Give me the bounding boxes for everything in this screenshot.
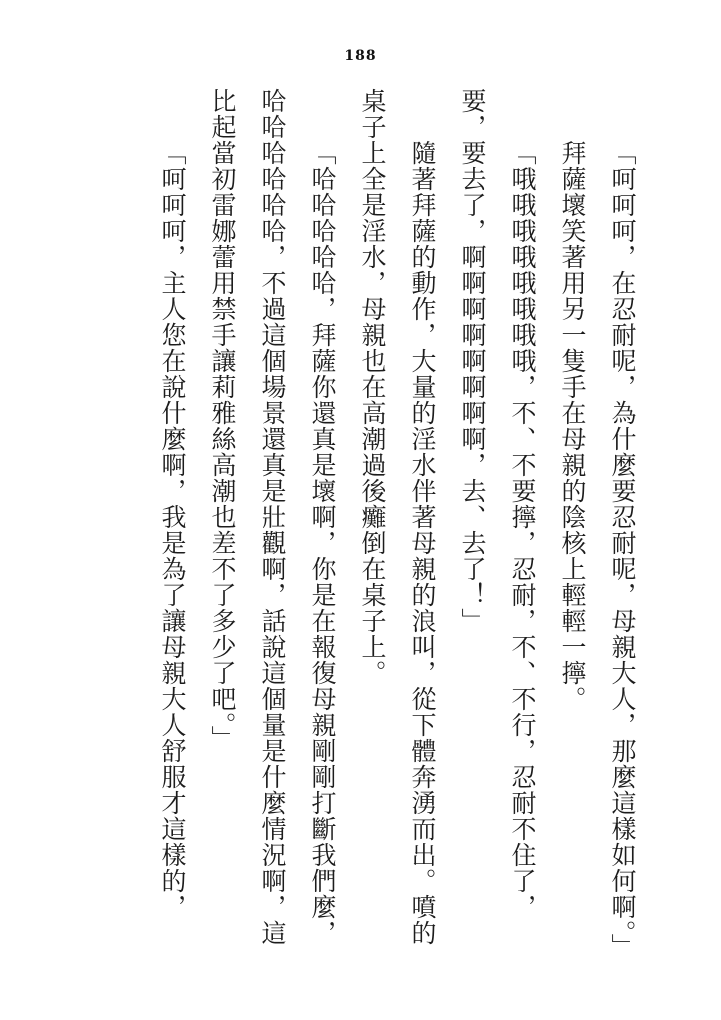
paragraph: 「哦哦哦哦哦哦哦哦，不、不要擰，忍耐，不、不行，忍耐不住了，要，要去了，啊啊啊啊啊啊啊啊，去、去了！」 [458, 88, 537, 920]
paragraph: 隨著拜薩的動作，大量的淫水伴著母親的浪叫，從下體奔湧而出。噴的桌子上全是淫水，母親也在高潮過後癱倒在桌子上。 [358, 88, 437, 946]
paragraph: 「哈哈哈哈哈，拜薩你還真是壞啊，你是在報復母親剛剛打斷我們麼，哈哈哈哈哈哈，不過這個場景還真是壯觀啊，話說這個量是什麼情況啊，這比起當初雷娜蕾用禁手讓莉雅絲高潮也差不了多少了吧。」 [208, 88, 337, 946]
paragraph: 「呵呵呵，在忍耐呢，為什麼要忍耐呢，母親大人，那麼這樣如何啊。」 [608, 140, 637, 960]
paragraph: 「呵呵呵，主人您在說什麼啊，我是為了讓母親大人舒服才這樣的， [158, 140, 187, 920]
novel-text-body [147, 88, 647, 960]
paragraph: 拜薩壞笑著用另一隻手在母親的陰核上輕輕一擰。 [558, 140, 587, 712]
page-number: 188 [344, 48, 377, 64]
